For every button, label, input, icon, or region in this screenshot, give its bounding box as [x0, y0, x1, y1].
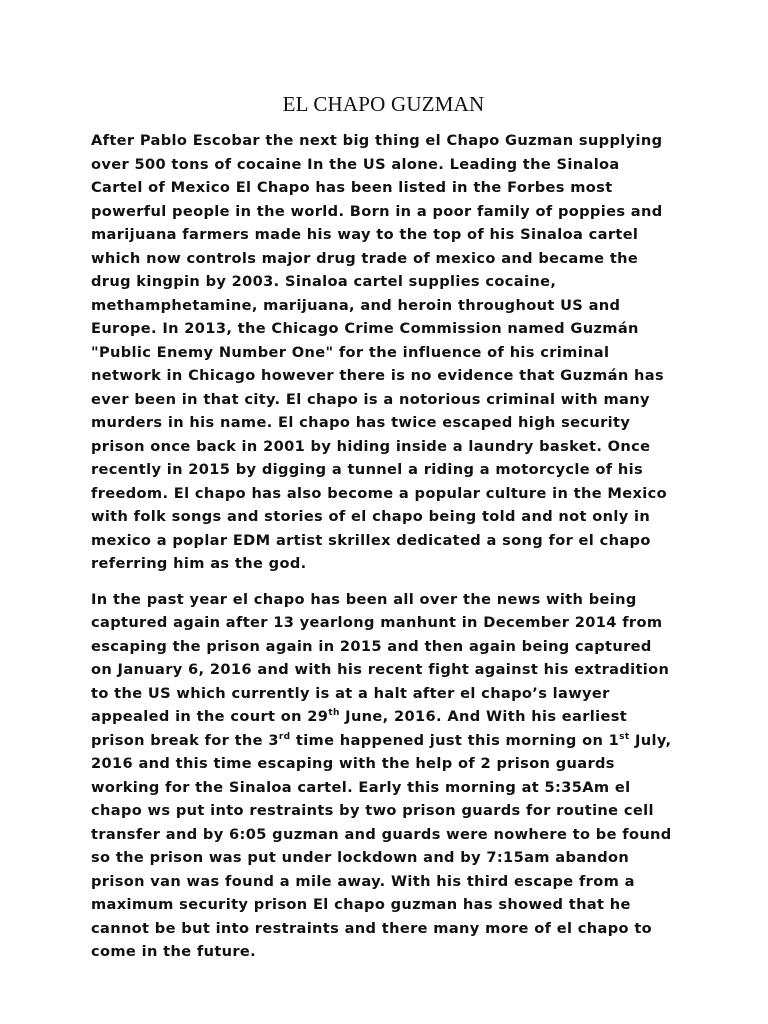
paragraph-2-text-c: time happened just this morning on 1 — [290, 731, 620, 749]
paragraph-2-text-d: July, 2016 and this time escaping with the help of 2 prison guards working for the Sinaloa cartel. Early this morning at 5:35Am el chapo ws put into restraints by two prison guards for routine cell transfer and by 6:05 guzman and guards were nowhere to be found so the prison was put under lockdown and by 7:15am abandon prison van was found a mile away. With his third escape from a maximum security prison El chapo guzman has showed that he cannot be but into restraints and there many more of el chapo to come in the future. — [91, 731, 672, 960]
ordinal-suffix-3: st — [619, 731, 630, 742]
paragraph-2-text-b: June, 2016. And With his earliest prison break for the 3 — [91, 708, 628, 749]
paragraph-2 — [91, 588, 676, 964]
paragraph-1-city: Chicago — [188, 367, 256, 384]
ordinal-suffix-1: th — [328, 708, 340, 719]
paragraph-1 — [91, 129, 676, 576]
paragraph-1-text-a: After Pablo Escobar the next big thing el Chapo Guzman supplying over 500 tons of cocaine In the US alone. Leading the Sinaloa Cartel of Mexico El Chapo has been listed in the Forbes most powerful people in the world. Born in a poor family of poppies and marijuana farmers made his way to the top of his Sinaloa cartel which now controls major drug trade of mexico and became the drug kingpin by 2003. Sinaloa cartel supplies cocaine, methamphetamine, marijuana, and heroin throughout US and Europe. In 2013, the Chicago Crime Commission named Guzmán "Public Enemy Number One" for the influence of his criminal network in — [91, 132, 663, 384]
document-title: EL CHAPO GUZMAN — [282, 92, 485, 116]
paragraph-1-text-b: however there is no evidence that Guzmán has ever been in that city. El chapo is a notorious criminal with many murders in his name. El chapo has twice escaped high security prison once back in 2001 by hiding inside a laundry basket. Once recently in 2015 by digging a tunnel a riding a motorcycle of his freedom. El chapo has also become a popular culture in the Mexico with folk songs and stories of el chapo being told and not only in mexico a poplar EDM artist skrillex dedicated a song for el chapo referring him as the god. — [91, 367, 668, 572]
ordinal-suffix-2: rd — [278, 731, 291, 742]
paragraph-2-text-a: In the past year el chapo has been all over the news with being captured again after 13 yearlong manhunt in December 2014 from escaping the prison again in 2015 and then again being captured on January 6, 2016 and with his recent fight against his extradition to the US which currently is at a halt after el chapo’s lawyer appealed in the court on 29 — [91, 590, 670, 725]
